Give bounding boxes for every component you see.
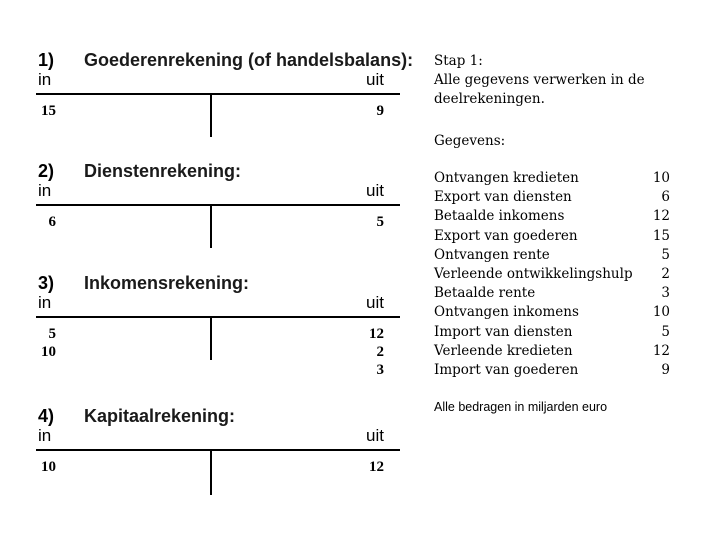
account-title: Goederenrekening (of handelsbalans): — [84, 50, 414, 70]
item-value: 15 — [652, 227, 670, 244]
out-amount: 2 — [376, 344, 384, 360]
list-item — [434, 169, 670, 188]
list-item — [434, 284, 670, 303]
out-amount: 12 — [369, 326, 384, 342]
list-item — [434, 227, 670, 246]
out-column — [348, 102, 384, 120]
t-account-vertical-line — [210, 206, 212, 248]
account-header — [36, 50, 414, 72]
list-item — [434, 361, 670, 380]
item-value: 3 — [661, 285, 670, 302]
out-column — [348, 325, 384, 379]
gegevens-label: Gegevens: — [434, 133, 506, 149]
out-column — [348, 458, 384, 476]
t-account-horizontal-line — [36, 316, 400, 318]
account-number: 2) — [38, 161, 55, 181]
item-label: Export van diensten — [434, 189, 572, 206]
t-account-horizontal-line — [36, 93, 400, 95]
account-header — [36, 161, 406, 183]
t-account-horizontal-line — [36, 204, 400, 206]
account-title: Kapitaalrekening: — [84, 406, 236, 426]
out-label: uit — [366, 426, 384, 445]
account-header — [36, 273, 406, 295]
step-instruction — [434, 52, 684, 109]
data-list — [434, 169, 670, 380]
t-account-vertical-line — [210, 318, 212, 360]
out-label: uit — [366, 181, 384, 200]
list-item — [434, 246, 670, 265]
in-label: in — [38, 293, 52, 312]
in-amount: 10 — [41, 344, 56, 360]
item-label: Ontvangen rente — [434, 246, 550, 263]
account-number: 4) — [38, 406, 55, 426]
out-amount: 3 — [376, 362, 384, 378]
in-column — [36, 458, 56, 476]
in-column — [36, 325, 56, 361]
t-account-horizontal-line — [36, 449, 400, 451]
item-value: 12 — [652, 208, 670, 225]
out-label: uit — [366, 293, 384, 312]
list-item — [434, 207, 670, 226]
in-amount: 6 — [48, 214, 56, 230]
list-item — [434, 323, 670, 342]
item-label: Import van diensten — [434, 323, 573, 340]
account-title: Dienstenrekening: — [84, 161, 242, 181]
item-value: 10 — [652, 170, 670, 186]
out-amount: 9 — [376, 103, 384, 119]
amounts-note: Alle bedragen in miljarden euro — [434, 400, 608, 414]
item-value: 5 — [661, 323, 670, 340]
account-title: Inkomensrekening: — [84, 273, 250, 293]
in-label: in — [38, 181, 52, 200]
list-item — [434, 188, 670, 207]
t-account-vertical-line — [210, 95, 212, 137]
step-heading: Stap 1: — [434, 53, 483, 69]
in-amount: 15 — [41, 103, 56, 119]
in-amount: 5 — [48, 326, 56, 342]
item-value: 5 — [661, 246, 670, 263]
account-header — [36, 406, 406, 428]
step-text: Alle gegevens verwerken in de deelrekeningen. — [434, 72, 645, 107]
in-label: in — [38, 70, 52, 89]
out-label: uit — [366, 70, 384, 89]
list-item — [434, 342, 670, 361]
item-label: Export van goederen — [434, 227, 578, 244]
item-value: 9 — [661, 361, 670, 378]
item-value: 12 — [652, 342, 670, 359]
item-label: Betaalde inkomens — [434, 208, 565, 225]
account-number: 1) — [38, 50, 55, 70]
item-label: Import van goederen — [434, 361, 579, 378]
list-item — [434, 265, 670, 284]
t-account-vertical-line — [210, 451, 212, 495]
item-label: Ontvangen inkomens — [434, 304, 579, 321]
item-value: 2 — [661, 265, 670, 282]
in-label: in — [38, 426, 52, 445]
out-amount: 12 — [369, 459, 384, 475]
in-column — [36, 102, 56, 120]
item-label: Verleende kredieten — [434, 342, 573, 359]
item-value: 6 — [661, 189, 670, 206]
out-amount: 5 — [376, 214, 384, 230]
account-number: 3) — [38, 273, 55, 293]
item-label: Ontvangen kredieten — [434, 170, 579, 186]
in-column — [36, 213, 56, 231]
item-label: Betaalde rente — [434, 285, 536, 302]
in-amount: 10 — [41, 459, 56, 475]
item-value: 10 — [652, 304, 670, 321]
list-item — [434, 303, 670, 322]
item-label: Verleende ontwikkelingshulp — [434, 265, 633, 282]
out-column — [348, 213, 384, 231]
